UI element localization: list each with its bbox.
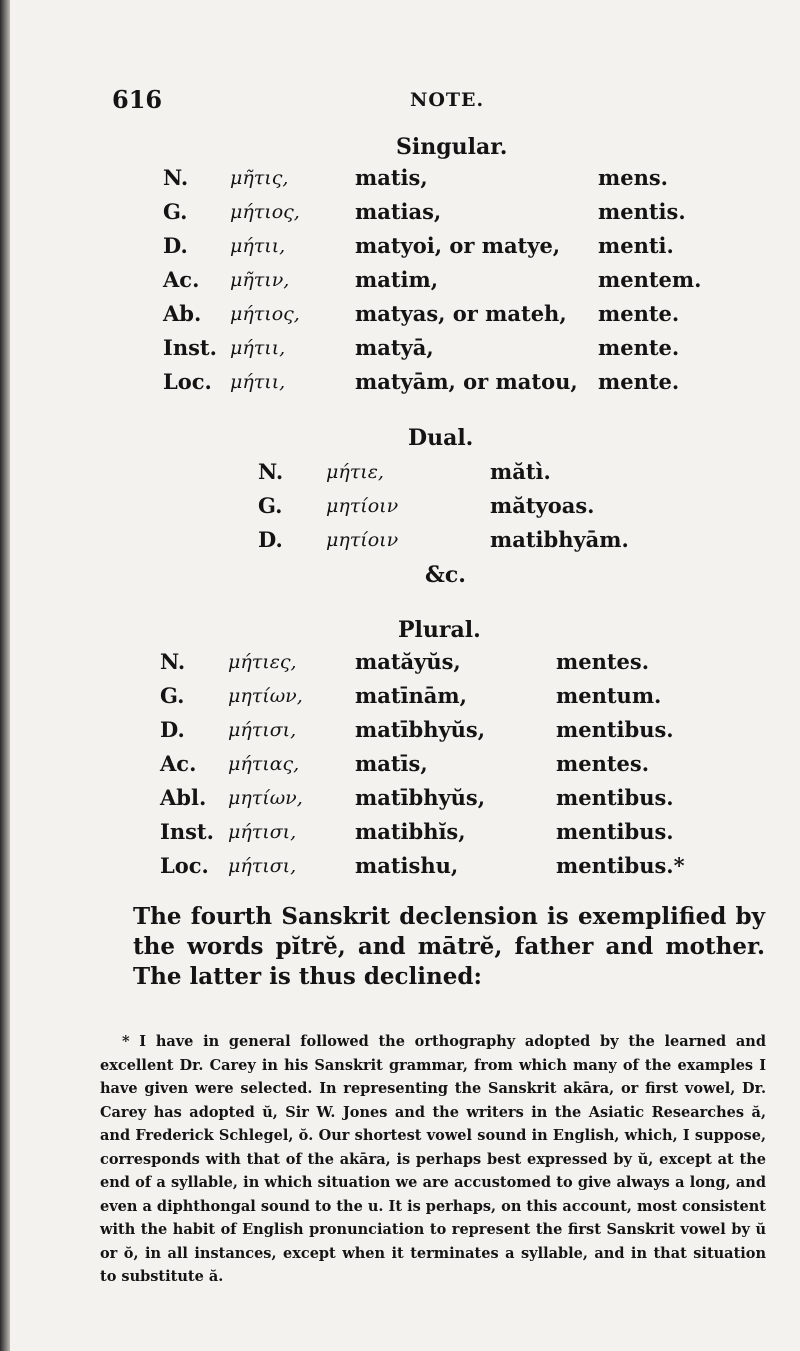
latin-form: mentum.: [556, 683, 662, 708]
sanskrit-form: mătyoas.: [490, 493, 595, 518]
case-label: Loc.: [160, 853, 209, 878]
paragraph-text: The fourth Sanskrit declension is exemplified by the words pĭtrĕ, and mātrĕ, father and mother. The latter is thus declined:: [133, 903, 765, 990]
case-label: Ac.: [163, 267, 200, 292]
greek-form: μήτιος,: [230, 303, 300, 325]
footnote: [100, 1030, 766, 1289]
case-label: N.: [160, 649, 186, 674]
sanskrit-form: matishu,: [355, 853, 459, 878]
case-label: Inst.: [160, 819, 214, 844]
latin-form: mentibus.*: [556, 853, 685, 878]
greek-form: μητίοιν: [326, 495, 399, 517]
latin-form: menti.: [598, 233, 674, 258]
greek-form: μητίων,: [228, 685, 303, 707]
case-label: Ab.: [163, 301, 202, 326]
page-binding-shadow: [0, 0, 10, 1351]
case-label: D.: [163, 233, 188, 258]
case-label: N.: [258, 459, 284, 484]
sanskrit-form: mătì.: [490, 459, 551, 484]
greek-form: μητίων,: [228, 787, 303, 809]
sanskrit-form: matim,: [355, 267, 439, 292]
case-label: G.: [258, 493, 283, 518]
latin-form: mentes.: [556, 751, 650, 776]
sanskrit-form: matibhyām.: [490, 527, 629, 552]
footnote-text: * I have in general followed the orthography adopted by the learned and excellent Dr. Carey in his Sanskrit grammar, from which many of the examples I have given were selected. In representing the Sanskrit akāra, or first vowel, Dr. Carey has adopted ŭ, Sir W. Jones and the writers in the Asiatic Researches ă, and Frederick Schlegel, ŏ. Our shortest vowel sound in English, which, I suppose, corresponds with that of the akāra, is perhaps best expressed by ŭ, except at the end of a syllable, in which situation we are accustomed to give always a long, and even a diphthongal sound to the u. It is perhaps, on this account, most consistent with the habit of English pronunciation to represent the first Sanskrit vowel by ŭ or ŏ, in all instances, except when it terminates a syllable, and in that situation to substitute ă.: [100, 1033, 766, 1285]
greek-form: μήτιι,: [230, 235, 286, 257]
latin-form: mente.: [598, 369, 680, 394]
greek-form: μήτισι,: [228, 719, 297, 741]
sanskrit-form: matyas, or mateh,: [355, 301, 567, 326]
case-label: Ac.: [160, 751, 197, 776]
case-label: Abl.: [160, 785, 207, 810]
singular-heading: Singular.: [396, 134, 508, 160]
sanskrit-form: matīnām,: [355, 683, 467, 708]
latin-form: mente.: [598, 301, 680, 326]
greek-form: μήτιας,: [228, 753, 300, 775]
case-label: G.: [160, 683, 185, 708]
sanskrit-form: matībhyŭs,: [355, 785, 486, 810]
case-label: Inst.: [163, 335, 217, 360]
case-label: N.: [163, 165, 189, 190]
sanskrit-form: matībhyŭs,: [355, 717, 486, 742]
latin-form: mens.: [598, 165, 668, 190]
latin-form: mentibus.: [556, 785, 674, 810]
greek-form: μήτιε,: [326, 461, 384, 483]
greek-form: μήτισι,: [228, 855, 297, 877]
running-head: NOTE.: [410, 89, 485, 111]
sanskrit-form: matyoi, or matye,: [355, 233, 561, 258]
sanskrit-form: matīs,: [355, 751, 428, 776]
latin-form: mentis.: [598, 199, 686, 224]
plural-heading: Plural.: [398, 617, 481, 643]
greek-form: μητίοιν: [326, 529, 399, 551]
page-header: [112, 85, 672, 115]
body-paragraph: [133, 902, 765, 992]
greek-form: μήτιι,: [230, 371, 286, 393]
latin-form: mente.: [598, 335, 680, 360]
sanskrit-form: matyām, or matou,: [355, 369, 578, 394]
sanskrit-form: matias,: [355, 199, 442, 224]
latin-form: mentibus.: [556, 819, 674, 844]
case-label: Loc.: [163, 369, 212, 394]
case-label: G.: [163, 199, 188, 224]
sanskrit-form: matibhĭs,: [355, 819, 466, 844]
greek-form: μήτιος,: [230, 201, 300, 223]
greek-form: μήτιι,: [230, 337, 286, 359]
sanskrit-form: matyā,: [355, 335, 434, 360]
latin-form: mentibus.: [556, 717, 674, 742]
latin-form: mentem.: [598, 267, 702, 292]
case-label: D.: [258, 527, 283, 552]
case-label: D.: [160, 717, 185, 742]
greek-form: μῆτις,: [230, 167, 289, 189]
sanskrit-form: matis,: [355, 165, 428, 190]
greek-form: μήτιες,: [228, 651, 297, 673]
greek-form: μήτισι,: [228, 821, 297, 843]
dual-heading: Dual.: [408, 425, 474, 451]
sanskrit-form: matăyŭs,: [355, 649, 461, 674]
page-number: 616: [112, 85, 163, 114]
dual-etc: &c.: [425, 562, 466, 588]
latin-form: mentes.: [556, 649, 650, 674]
greek-form: μῆτιν,: [230, 269, 290, 291]
